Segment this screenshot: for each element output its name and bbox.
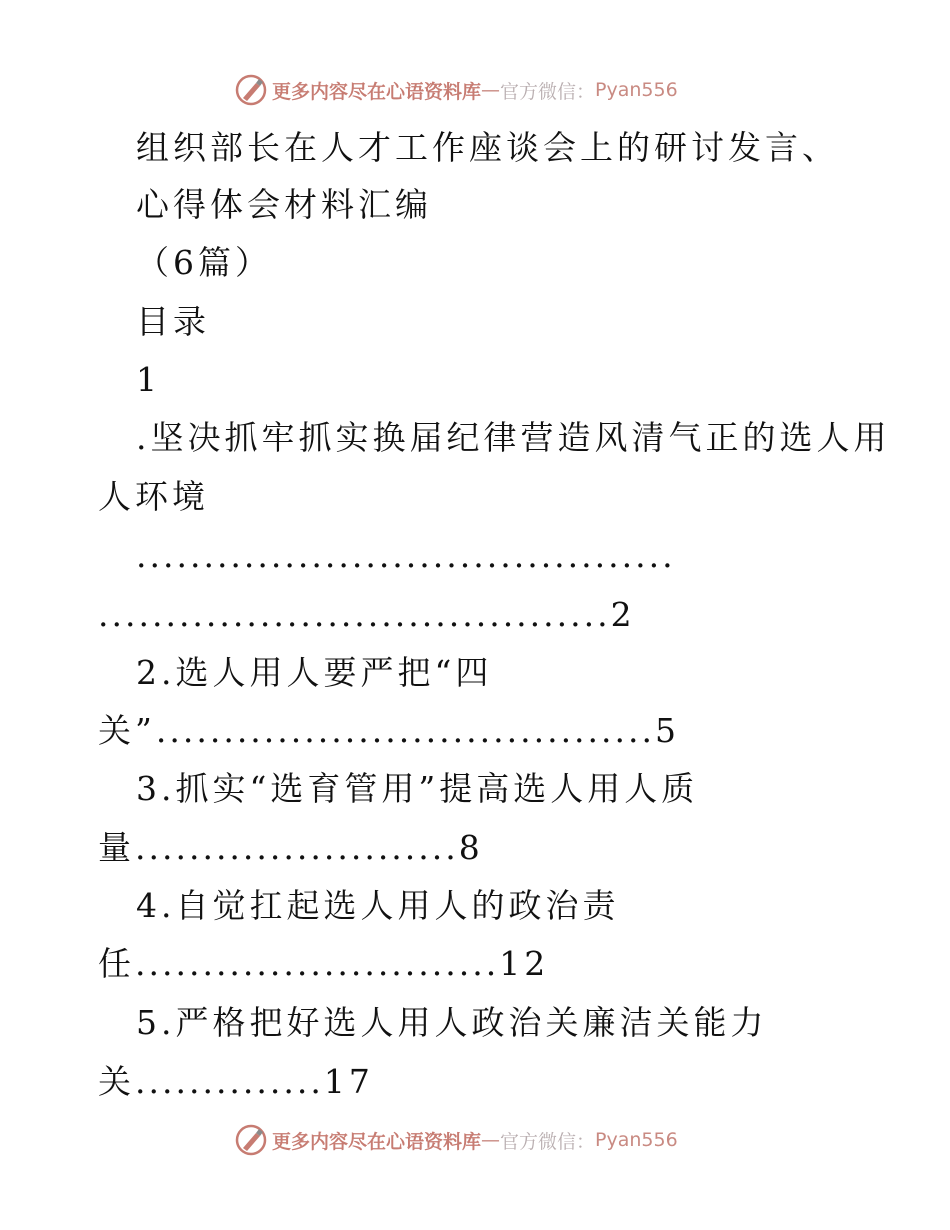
toc-entry-2-title-cont: 关” [98, 711, 156, 750]
toc-entry-4-title: 4.自觉扛起选人用人的政治责 [136, 886, 620, 925]
pen-logo-icon [234, 1123, 268, 1157]
toc-heading: 目录 [136, 302, 210, 341]
toc-entry-5-page: 17 [323, 1062, 374, 1101]
toc-entry-2-page: 5 [655, 711, 680, 750]
banner-wechat-label: 官方微信： [500, 1130, 596, 1153]
toc-entry-4-title-cont: 任 [98, 944, 135, 983]
banner-separator: — [481, 79, 501, 101]
banner-wechat-id: Pyan556 [595, 1129, 678, 1151]
document-count: （6篇） [136, 243, 272, 282]
toc-entry-5-title: 5.严格把好选人用人政治关廉洁关能力 [136, 1003, 768, 1042]
banner-wechat-id: Pyan556 [595, 79, 678, 101]
document-title-line2: 心得体会材料汇编 [136, 185, 432, 224]
toc-entry-3-leader: ........................ [135, 828, 459, 867]
toc-entry-5-row [98, 1062, 374, 1102]
footer-banner [234, 1122, 678, 1158]
toc-entry-4-row [98, 944, 549, 984]
toc-entry-1-leader-row [98, 595, 636, 635]
toc-entry-2-leader: ..................................... [155, 711, 655, 750]
banner-brand: 更多内容尽在心语资料库 [272, 80, 482, 103]
header-banner [234, 72, 678, 108]
toc-entry-5-title-cont: 关 [98, 1062, 135, 1101]
document-title-line1: 组织部长在人才工作座谈会上的研讨发言、 [136, 128, 839, 167]
toc-entry-1-leader-cont: ...................................... [98, 595, 611, 634]
toc-entry-1-title: .坚决抓牢抓实换届纪律营造风清气正的选人用 [136, 418, 891, 457]
toc-entry-1-title-cont: 人环境 [98, 477, 209, 516]
toc-entry-3-title: 3.抓实“选育管用”提高选人用人质 [136, 769, 699, 808]
toc-entry-4-page: 12 [499, 944, 550, 983]
pen-logo-icon [234, 73, 268, 107]
toc-entry-3-row [98, 828, 484, 868]
toc-entry-4-leader: ........................... [135, 944, 500, 983]
toc-entry-1-page: 2 [610, 595, 636, 634]
banner-brand: 更多内容尽在心语资料库 [272, 1130, 482, 1153]
toc-entry-5-leader: .............. [135, 1062, 324, 1101]
toc-entry-2-row [98, 711, 680, 751]
toc-entry-1-number: 1 [136, 360, 161, 399]
toc-entry-1-leader: ........................................ [136, 536, 676, 575]
banner-separator: — [481, 1129, 501, 1151]
toc-entry-3-title-cont: 量 [98, 828, 135, 867]
banner-wechat-label: 官方微信： [500, 80, 596, 103]
toc-entry-3-page: 8 [458, 828, 484, 867]
toc-entry-2-title: 2.选人用人要严把“四 [136, 653, 493, 692]
